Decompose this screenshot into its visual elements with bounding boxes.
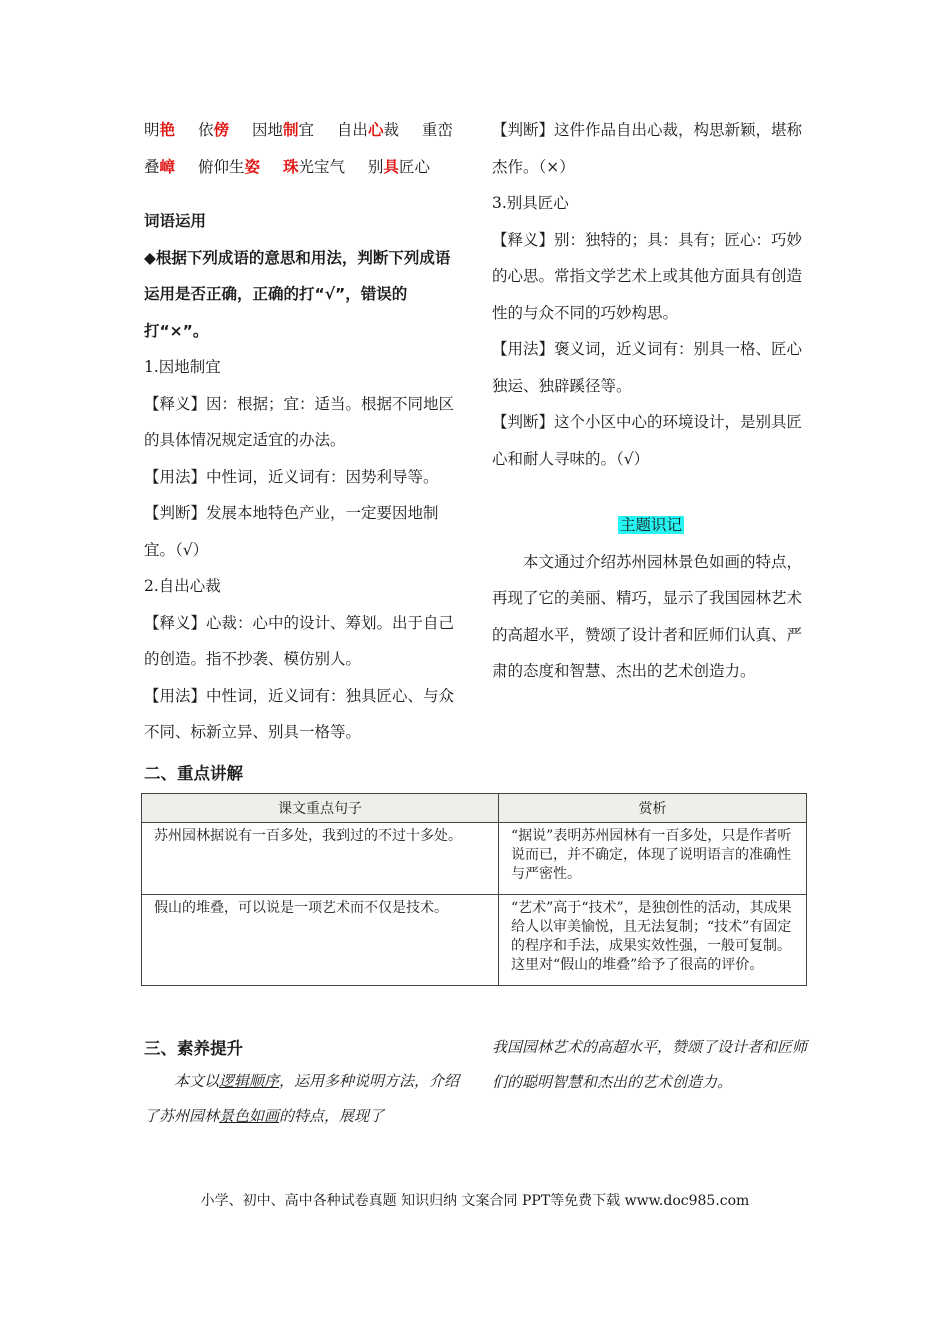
table-cell: “据说”表明苏州园林有一百多处，只是作者听说而已，并不确定，体现了说明语言的准确性与严密性。: [499, 823, 807, 895]
table-header: 课文重点句子: [142, 794, 499, 823]
footer-text: 小学、初中、高中各种试卷真题 知识归纳 文案合同 PPT等免费下载 www.doc985.com: [200, 1193, 750, 1209]
section3-paragraph-cont: 我国园林艺术的高超水平，赞颂了设计者和匠师们的聪明智慧和杰出的艺术创造力。: [492, 1038, 808, 1091]
table-row: [142, 895, 807, 986]
vocab-instruction: ◆根据下列成语的意思和用法，判断下列成语运用是否正确，正确的打“√”，错误的打“×”。: [144, 248, 451, 340]
table-cell: 假山的堆叠，可以说是一项艺术而不仅是技术。: [142, 895, 499, 986]
word: 依傍: [197, 121, 229, 139]
table-header-row: [142, 794, 807, 823]
item-meaning: 【释义】因：根据；宜：适当。根据不同地区的具体情况规定适宜的办法。: [144, 394, 455, 449]
word-row-1: [144, 112, 462, 149]
underlined-term: 景色如画: [219, 1107, 280, 1125]
item-judge: 【判断】发展本地特色产业，一定要因地制宜。（√）: [144, 504, 439, 559]
key-sentences-table: [141, 793, 807, 986]
item-usage: 【用法】褒义词，近义词有：别具一格、匠心独运、独辟蹊径等。: [492, 340, 803, 395]
underlined-term: 逻辑顺序: [219, 1072, 280, 1090]
item-title: 2.自出心裁: [144, 577, 221, 595]
theme-text: 本文通过介绍苏州园林景色如画的特点，再现了它的美丽、精巧，显示了我国园林艺术的高超水平，赞颂了设计者和匠师们认真、严肃的态度和智慧、杰出的艺术创造力。: [492, 552, 803, 680]
item-usage: 【用法】中性词，近义词有：独具匠心、与众不同、标新立异、别具一格等。: [144, 686, 455, 741]
vocab-heading: 词语运用: [144, 212, 207, 230]
word: 明艳: [144, 121, 176, 139]
item-judge: 【判断】这件作品自出心裁，构思新颖，堪称杰作。（×）: [492, 121, 803, 176]
item-meaning: 【释义】心裁：心中的设计、筹划。出于自己的创造。指不抄袭、模仿别人。: [144, 613, 455, 668]
word: 因地制宜: [251, 121, 314, 139]
section2-title: 二、重点讲解: [144, 764, 243, 783]
table-cell: 苏州园林据说有一百多处，我到过的不过十多处。: [142, 823, 499, 895]
table-header: 赏析: [499, 794, 807, 823]
theme-heading: 主题识记: [619, 516, 682, 534]
table-row: [142, 823, 807, 895]
section3-title: 三、素养提升: [144, 1039, 243, 1058]
right-column: [492, 112, 810, 690]
item-judge: 【判断】这个小区中心的环境设计，是别具匠心和耐人寻味的。（√）: [492, 413, 803, 468]
item-title: 1.因地制宜: [144, 358, 221, 376]
item-meaning: 【释义】别：独特的；具：具有；匠心：巧妙的心思。常指文学艺术上或其他方面具有创造性的与众不同的巧妙构思。: [492, 230, 803, 322]
section3-paragraph: 本文以逻辑顺序，运用多种说明方法，介绍了苏州园林景色如画的特点，展现了: [144, 1072, 460, 1125]
item-usage: 【用法】中性词，近义词有：因势利导等。: [144, 467, 439, 486]
word: 叠嶂: [144, 157, 176, 176]
word: 自出心裁: [336, 121, 399, 139]
word: 俯仰生姿: [197, 157, 260, 176]
left-column: [144, 112, 462, 751]
item-title: 3.别具匠心: [492, 194, 569, 212]
word: 别具匠心: [367, 157, 430, 176]
word-row-2: [144, 149, 462, 186]
word: 重峦: [421, 121, 453, 139]
table-cell: “艺术”高于“技术”，是独创性的活动，其成果给人以审美愉悦，且无法复制；“技术”有固定的程序和手法，成果实效性强，一般可复制。这里对“假山的堆叠”给予了很高的评价。: [499, 895, 807, 986]
word: 珠光宝气: [282, 157, 345, 176]
theme-heading-row: [492, 507, 810, 544]
